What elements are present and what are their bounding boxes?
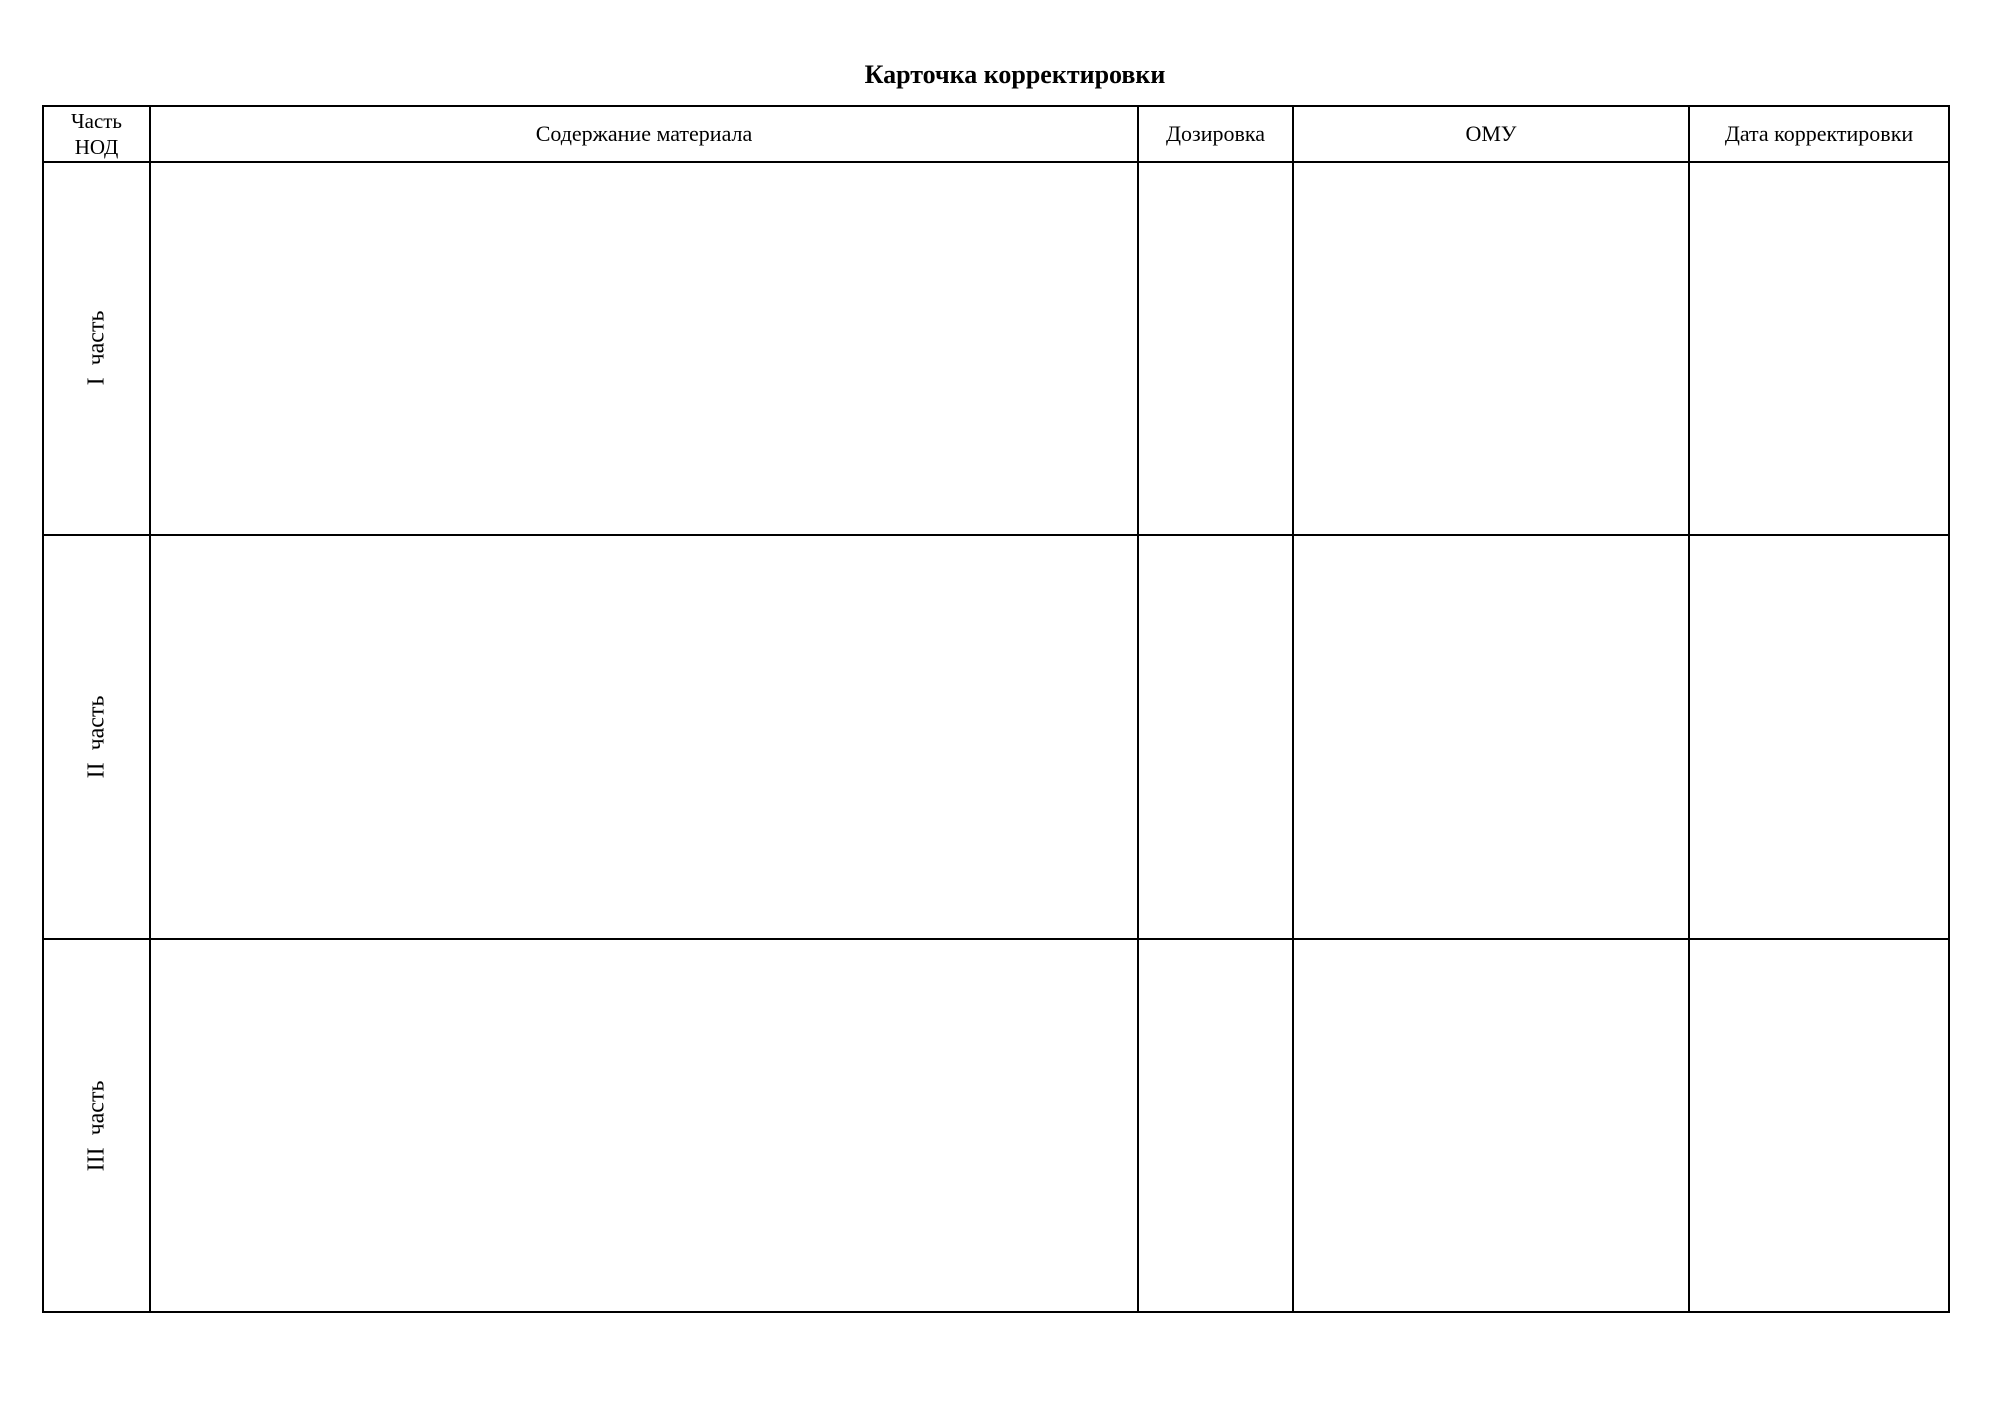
omu-cell-2[interactable] [1293, 535, 1689, 940]
part-cell-3 [43, 939, 150, 1312]
header-content: Содержание материала [150, 106, 1138, 162]
content-cell-2[interactable] [150, 535, 1138, 940]
correction-card-table [42, 105, 1950, 1313]
part-label-3: III часть [83, 1080, 110, 1172]
omu-cell-1[interactable] [1293, 162, 1689, 535]
table-row [43, 162, 1949, 535]
part-label-1: I часть [83, 310, 110, 386]
date-cell-1[interactable] [1689, 162, 1949, 535]
page-title: Карточка корректировки [864, 60, 1166, 89]
content-cell-3[interactable] [150, 939, 1138, 1312]
content-cell-1[interactable] [150, 162, 1138, 535]
omu-cell-3[interactable] [1293, 939, 1689, 1312]
header-part-label: Часть НОД [70, 109, 123, 160]
table-row [43, 939, 1949, 1312]
header-date: Дата корректировки [1689, 106, 1949, 162]
header-dosage: Дозировка [1138, 106, 1293, 162]
dosage-cell-1[interactable] [1138, 162, 1293, 535]
dosage-cell-2[interactable] [1138, 535, 1293, 940]
table-row [43, 535, 1949, 940]
part-cell-1 [43, 162, 150, 535]
date-cell-2[interactable] [1689, 535, 1949, 940]
part-cell-2 [43, 535, 150, 940]
part-label-2: II часть [83, 695, 110, 779]
header-omu: ОМУ [1293, 106, 1689, 162]
table-header-row [43, 106, 1949, 162]
date-cell-3[interactable] [1689, 939, 1949, 1312]
header-part [43, 106, 150, 162]
dosage-cell-3[interactable] [1138, 939, 1293, 1312]
